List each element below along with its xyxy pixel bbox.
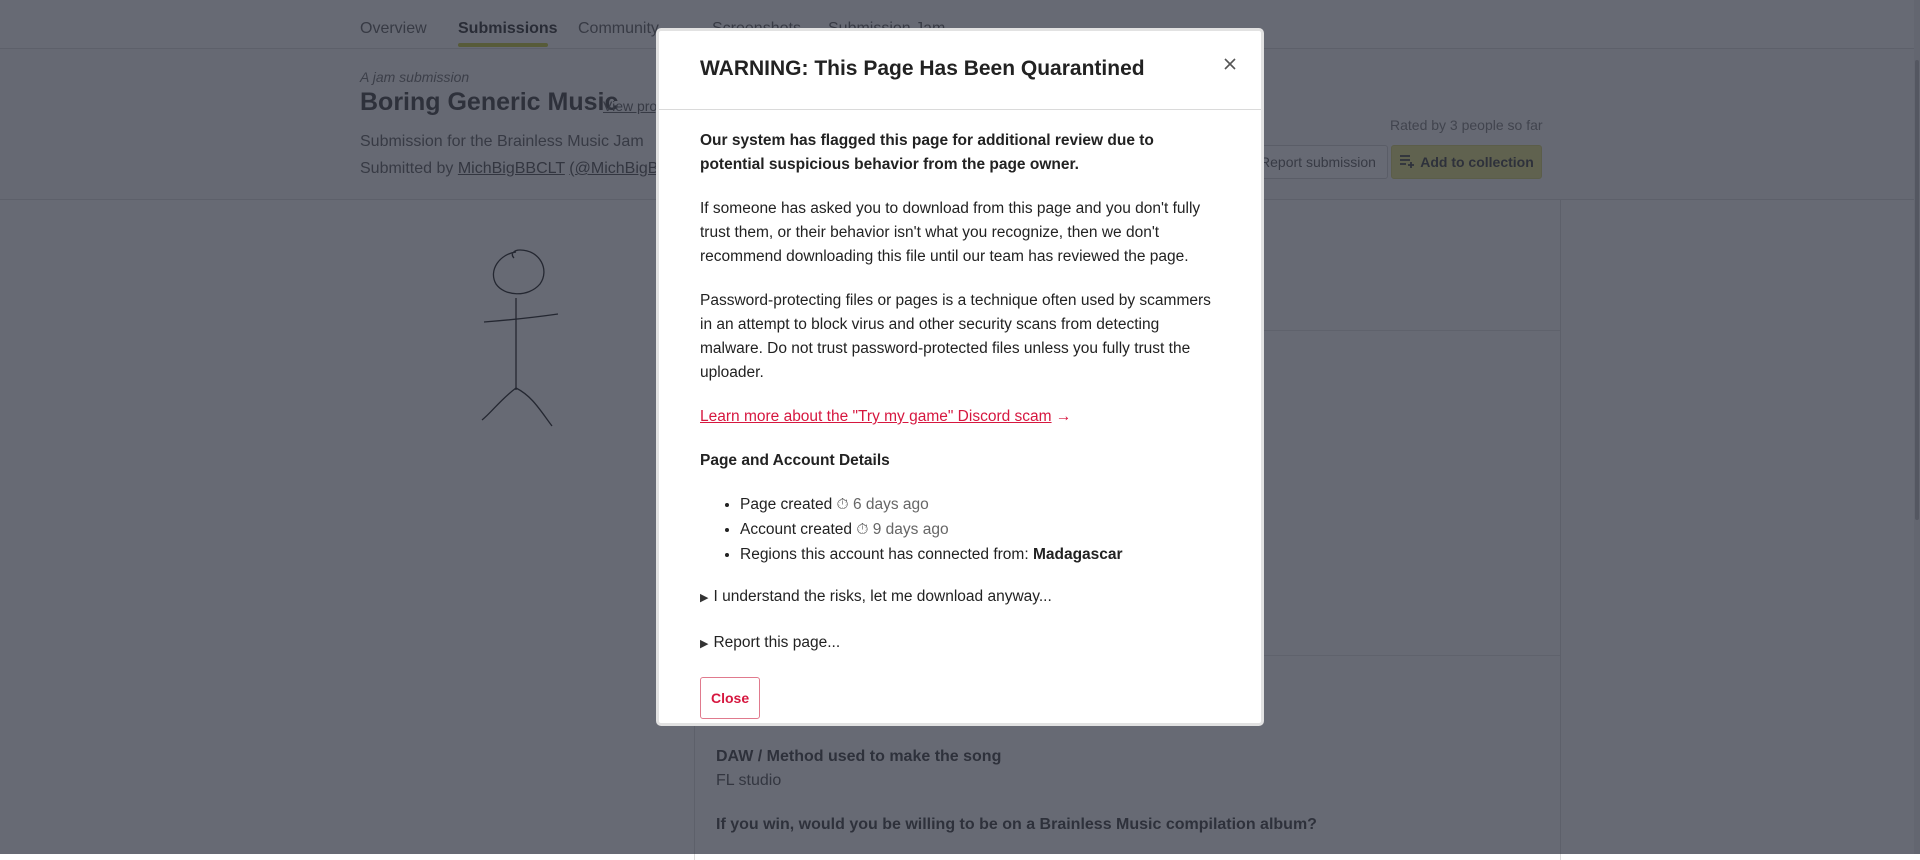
disclosure-triangle-icon: ▶: [700, 592, 709, 604]
page-created-value: 6 days ago: [852, 496, 929, 513]
page-created-label: Page created: [740, 496, 833, 513]
dialog-header: [659, 31, 1261, 110]
quarantine-warning-dialog: [656, 28, 1264, 726]
password-paragraph: Password-protecting files or pages is a technique often used by scammers in an attempt to block virus and other security scans from detecting malware. Do not trust password-protected files unless you fully trust the uploader.: [700, 292, 1211, 381]
dialog-title: WARNING: This Page Has Been Quarantined: [700, 57, 1145, 80]
details-list: [700, 493, 1220, 567]
close-button[interactable]: Close: [700, 677, 760, 719]
dialog-body: [700, 129, 1220, 719]
report-page-disclosure[interactable]: [700, 631, 1220, 656]
list-item: [740, 543, 1220, 567]
account-created-label: Account created: [740, 521, 853, 538]
download-anyway-label: I understand the risks, let me download anyway...: [713, 588, 1052, 605]
stopwatch-icon: ⏱: [836, 496, 849, 513]
scam-info-link[interactable]: Learn more about the "Try my game" Discord scam: [700, 408, 1052, 425]
report-page-label: Report this page...: [713, 634, 841, 651]
stopwatch-icon: ⏱: [856, 521, 869, 538]
regions-value: Madagascar: [1032, 546, 1123, 563]
details-heading: Page and Account Details: [700, 452, 890, 469]
arrow-right-icon: →: [1055, 408, 1072, 425]
download-anyway-disclosure[interactable]: [700, 585, 1220, 610]
account-created-value: 9 days ago: [872, 521, 949, 538]
trust-paragraph: If someone has asked you to download from this page and you don't fully trust them, or their behavior isn't what you recognize, then we don't recommend downloading this file until our team has reviewed the page.: [700, 200, 1201, 265]
close-icon[interactable]: [1219, 53, 1241, 75]
disclosure-triangle-icon: ▶: [700, 638, 709, 650]
warning-lead: Our system has flagged this page for additional review due to potential suspicious behavior from the page owner.: [700, 132, 1154, 173]
scam-info-row: [700, 405, 1220, 429]
list-item: [740, 493, 1220, 517]
regions-label: Regions this account has connected from:: [740, 546, 1029, 563]
list-item: [740, 518, 1220, 542]
